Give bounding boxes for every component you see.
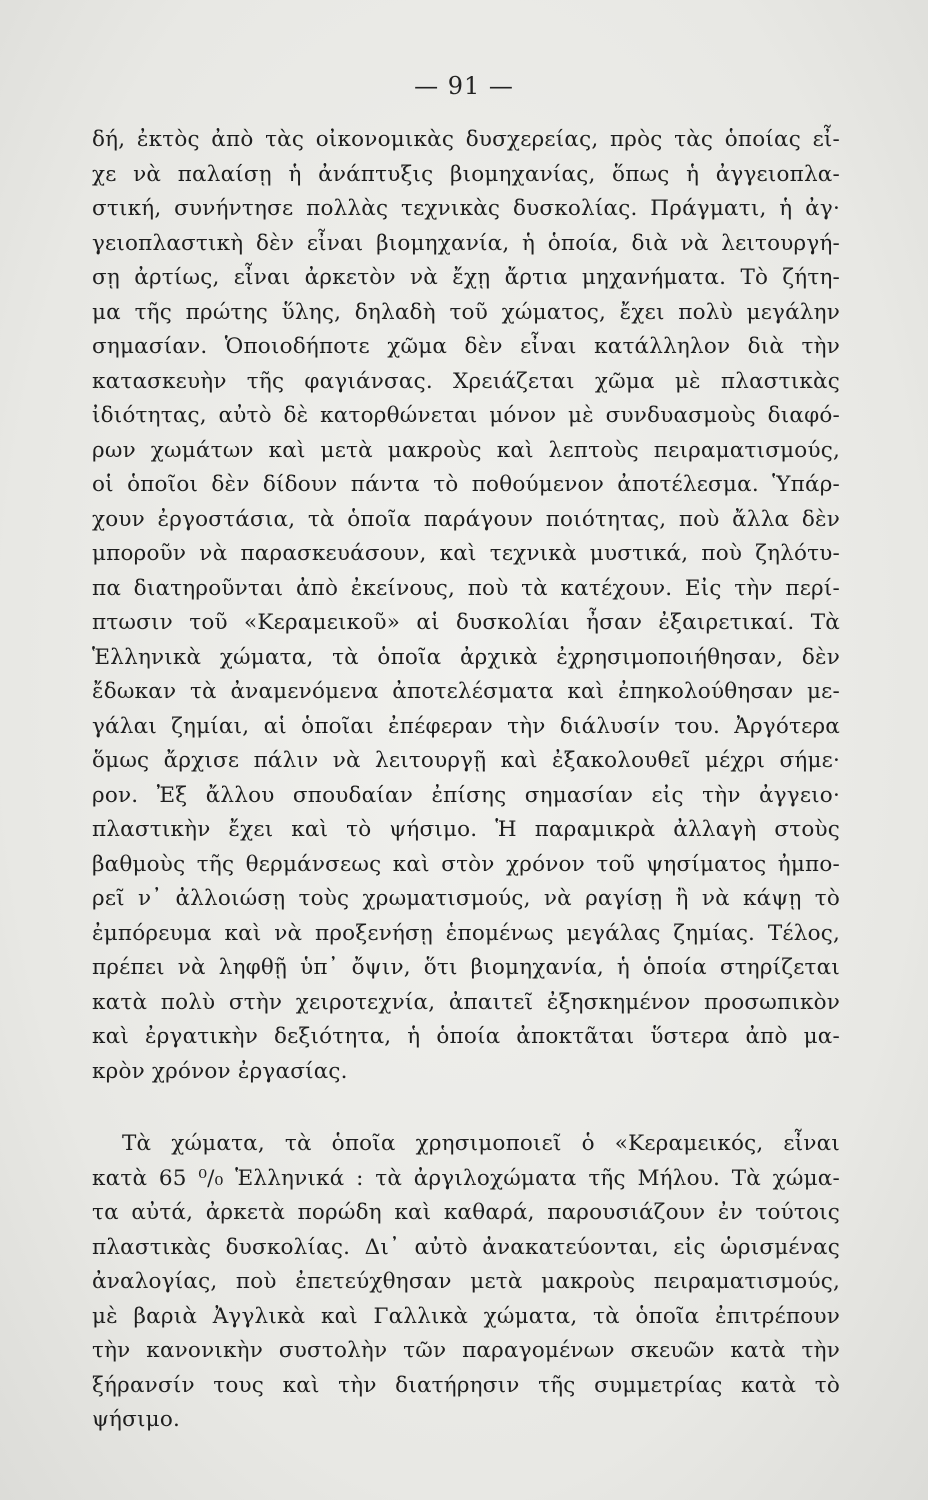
text-line: ὅμως ἄρχισε πάλιν νὰ λειτουργῇ καὶ ἐξακολουθεῖ μέχρι σήμε· — [92, 748, 840, 773]
text-line: στική, συνήντησε πολλὰς τεχνικὰς δυσκολίας. Πράγματι, ἡ ἀγ· — [92, 196, 840, 221]
text-line: ξήρανσίν τους καὶ τὴν διατήρησιν τῆς συμμετρίας κατὰ τὸ — [92, 1372, 840, 1398]
text-line: βαθμοὺς τῆς θερμάνσεως καὶ στὸν χρόνον τοῦ ψησίματος ἠμπο- — [92, 851, 840, 877]
paragraph-2 — [92, 1127, 840, 1438]
page-number: — 91 — — [414, 72, 514, 100]
text-line: ἐμπόρευμα καὶ νὰ προξενήσῃ ἑπομένως μεγάλας ζημίας. Τέλος, — [92, 920, 840, 946]
text-line: τα αὐτά, ἀρκετὰ πορώδη καὶ καθαρά, παρουσιάζουν ἐν τούτοις — [92, 1200, 840, 1225]
text-line: οἱ ὁποῖοι δὲν δίδουν πάντα τὸ ποθούμενον ἀποτέλεσμα. Ὑπάρ- — [92, 472, 840, 497]
text-line: κατασκευὴν τῆς φαγιάνσας. Χρειάζεται χῶμα μὲ πλαστικὰς — [92, 368, 840, 394]
text-line: σῃ ἀρτίως, εἶναι ἀρκετὸν νὰ ἔχῃ ἄρτια μηχανήματα. Τὸ ζήτη- — [92, 265, 840, 290]
text-line: κρὸν χρόνον ἐργασίας. — [92, 1058, 348, 1084]
text-line: χουν ἐργοστάσια, τὰ ὁποῖα παράγουν ποιότητας, ποὺ ἄλλα δὲν — [92, 506, 840, 532]
text-line: χε νὰ παλαίσῃ ἡ ἀνάπτυξις βιομηχανίας, ὅπως ἡ ἀγγειοπλα- — [92, 161, 840, 187]
text-line: ρον. Ἐξ ἄλλου σπουδαίαν ἐπίσης σημασίαν εἰς τὴν ἀγγειο· — [92, 782, 840, 808]
text-line: ψήσιμο. — [92, 1407, 180, 1432]
text-line: πρέπει νὰ ληφθῇ ὑπ᾿ ὄψιν, ὅτι βιομηχανία, ἡ ὁποία στηρίζεται — [92, 955, 840, 980]
text-line: ἀναλογίας, ποὺ ἐπετεύχθησαν μετὰ μακροὺς πειραματισμούς, — [92, 1269, 840, 1294]
text-line: ἰδιότητας, αὐτὸ δὲ κατορθώνεται μόνον μὲ συνδυασμοὺς διαφό- — [92, 403, 840, 428]
paragraph-spacer — [92, 1089, 840, 1127]
text-line: καὶ ἐργατικὴν δεξιότητα, ἡ ὁποία ἀποκτᾶται ὕστερα ἀπὸ μα- — [92, 1024, 840, 1049]
text-line: μποροῦν νὰ παρασκευάσουν, καὶ τεχνικὰ μυστικά, ποὺ ζηλότυ- — [92, 541, 840, 566]
text-line: γειοπλαστικὴ δὲν εἶναι βιομηχανία, ἡ ὁποία, διὰ νὰ λειτουργή- — [92, 230, 840, 256]
paragraph-1 — [92, 123, 840, 1089]
text-line: πα διατηροῦνται ἀπὸ ἐκείνους, ποὺ τὰ κατέχουν. Εἰς τὴν περί- — [92, 575, 840, 601]
text-line: τὴν κανονικὴν συστολὴν τῶν παραγομένων σκευῶν κατὰ τὴν — [92, 1338, 840, 1363]
text-line: γάλαι ζημίαι, αἱ ὁποῖαι ἐπέφεραν τὴν διάλυσίν του. Ἀργότερα — [92, 713, 840, 739]
text-line: Ἑλληνικὰ χώματα, τὰ ὁποῖα ἀρχικὰ ἐχρησιμοποιήθησαν, δὲν — [92, 644, 840, 670]
body-text — [92, 123, 840, 1438]
text-line: πτωσιν τοῦ «Κεραμεικοῦ» αἱ δυσκολίαι ἦσαν ἐξαιρετικαί. Τὰ — [92, 610, 840, 635]
text-line: ἔδωκαν τὰ ἀναμενόμενα ἀποτελέσματα καὶ ἐπηκολούθησαν με- — [92, 679, 840, 704]
text-line: πλαστικὰς δυσκολίας. Δι᾿ αὐτὸ ἀνακατεύονται, εἰς ὡρισμένας — [92, 1234, 840, 1260]
text-line: μὲ βαριὰ Ἀγγλικὰ καὶ Γαλλικὰ χώματα, τὰ ὁποῖα ἐπιτρέπουν — [92, 1303, 840, 1329]
text-line: Τὰ χώματα, τὰ ὁποῖα χρησιμοποιεῖ ὁ «Κεραμεικός, εἶναι — [122, 1131, 840, 1156]
text-line: μα τῆς πρώτης ὕλης, δηλαδὴ τοῦ χώματος, ἔχει πολὺ μεγάλην — [92, 299, 840, 325]
text-line: πλαστικὴν ἔχει καὶ τὸ ψήσιμο. Ἡ παραμικρὰ ἀλλαγὴ στοὺς — [92, 817, 840, 842]
text-line: κατὰ 65 ⁰/₀ Ἑλληνικά : τὰ ἀργιλοχώματα τῆς Μήλου. Τὰ χώμα- — [92, 1165, 840, 1191]
text-line: κατὰ πολὺ στὴν χειροτεχνία, ἀπαιτεῖ ἐξησκημένον προσωπικὸν — [92, 989, 840, 1015]
text-line: ρεῖ ν᾿ ἀλλοιώσῃ τοὺς χρωματισμούς, νὰ ραγίσῃ ἢ νὰ κάψῃ τὸ — [92, 886, 840, 911]
text-line: σημασίαν. Ὁποιοδήποτε χῶμα δὲν εἶναι κατάλληλον διὰ τὴν — [92, 334, 840, 359]
text-line: δή, ἐκτὸς ἀπὸ τὰς οἰκονομικὰς δυσχερείας, πρὸς τὰς ὁποίας εἶ- — [92, 127, 840, 152]
text-line: ρων χωμάτων καὶ μετὰ μακροὺς καὶ λεπτοὺς πειραματισμούς, — [92, 437, 840, 463]
